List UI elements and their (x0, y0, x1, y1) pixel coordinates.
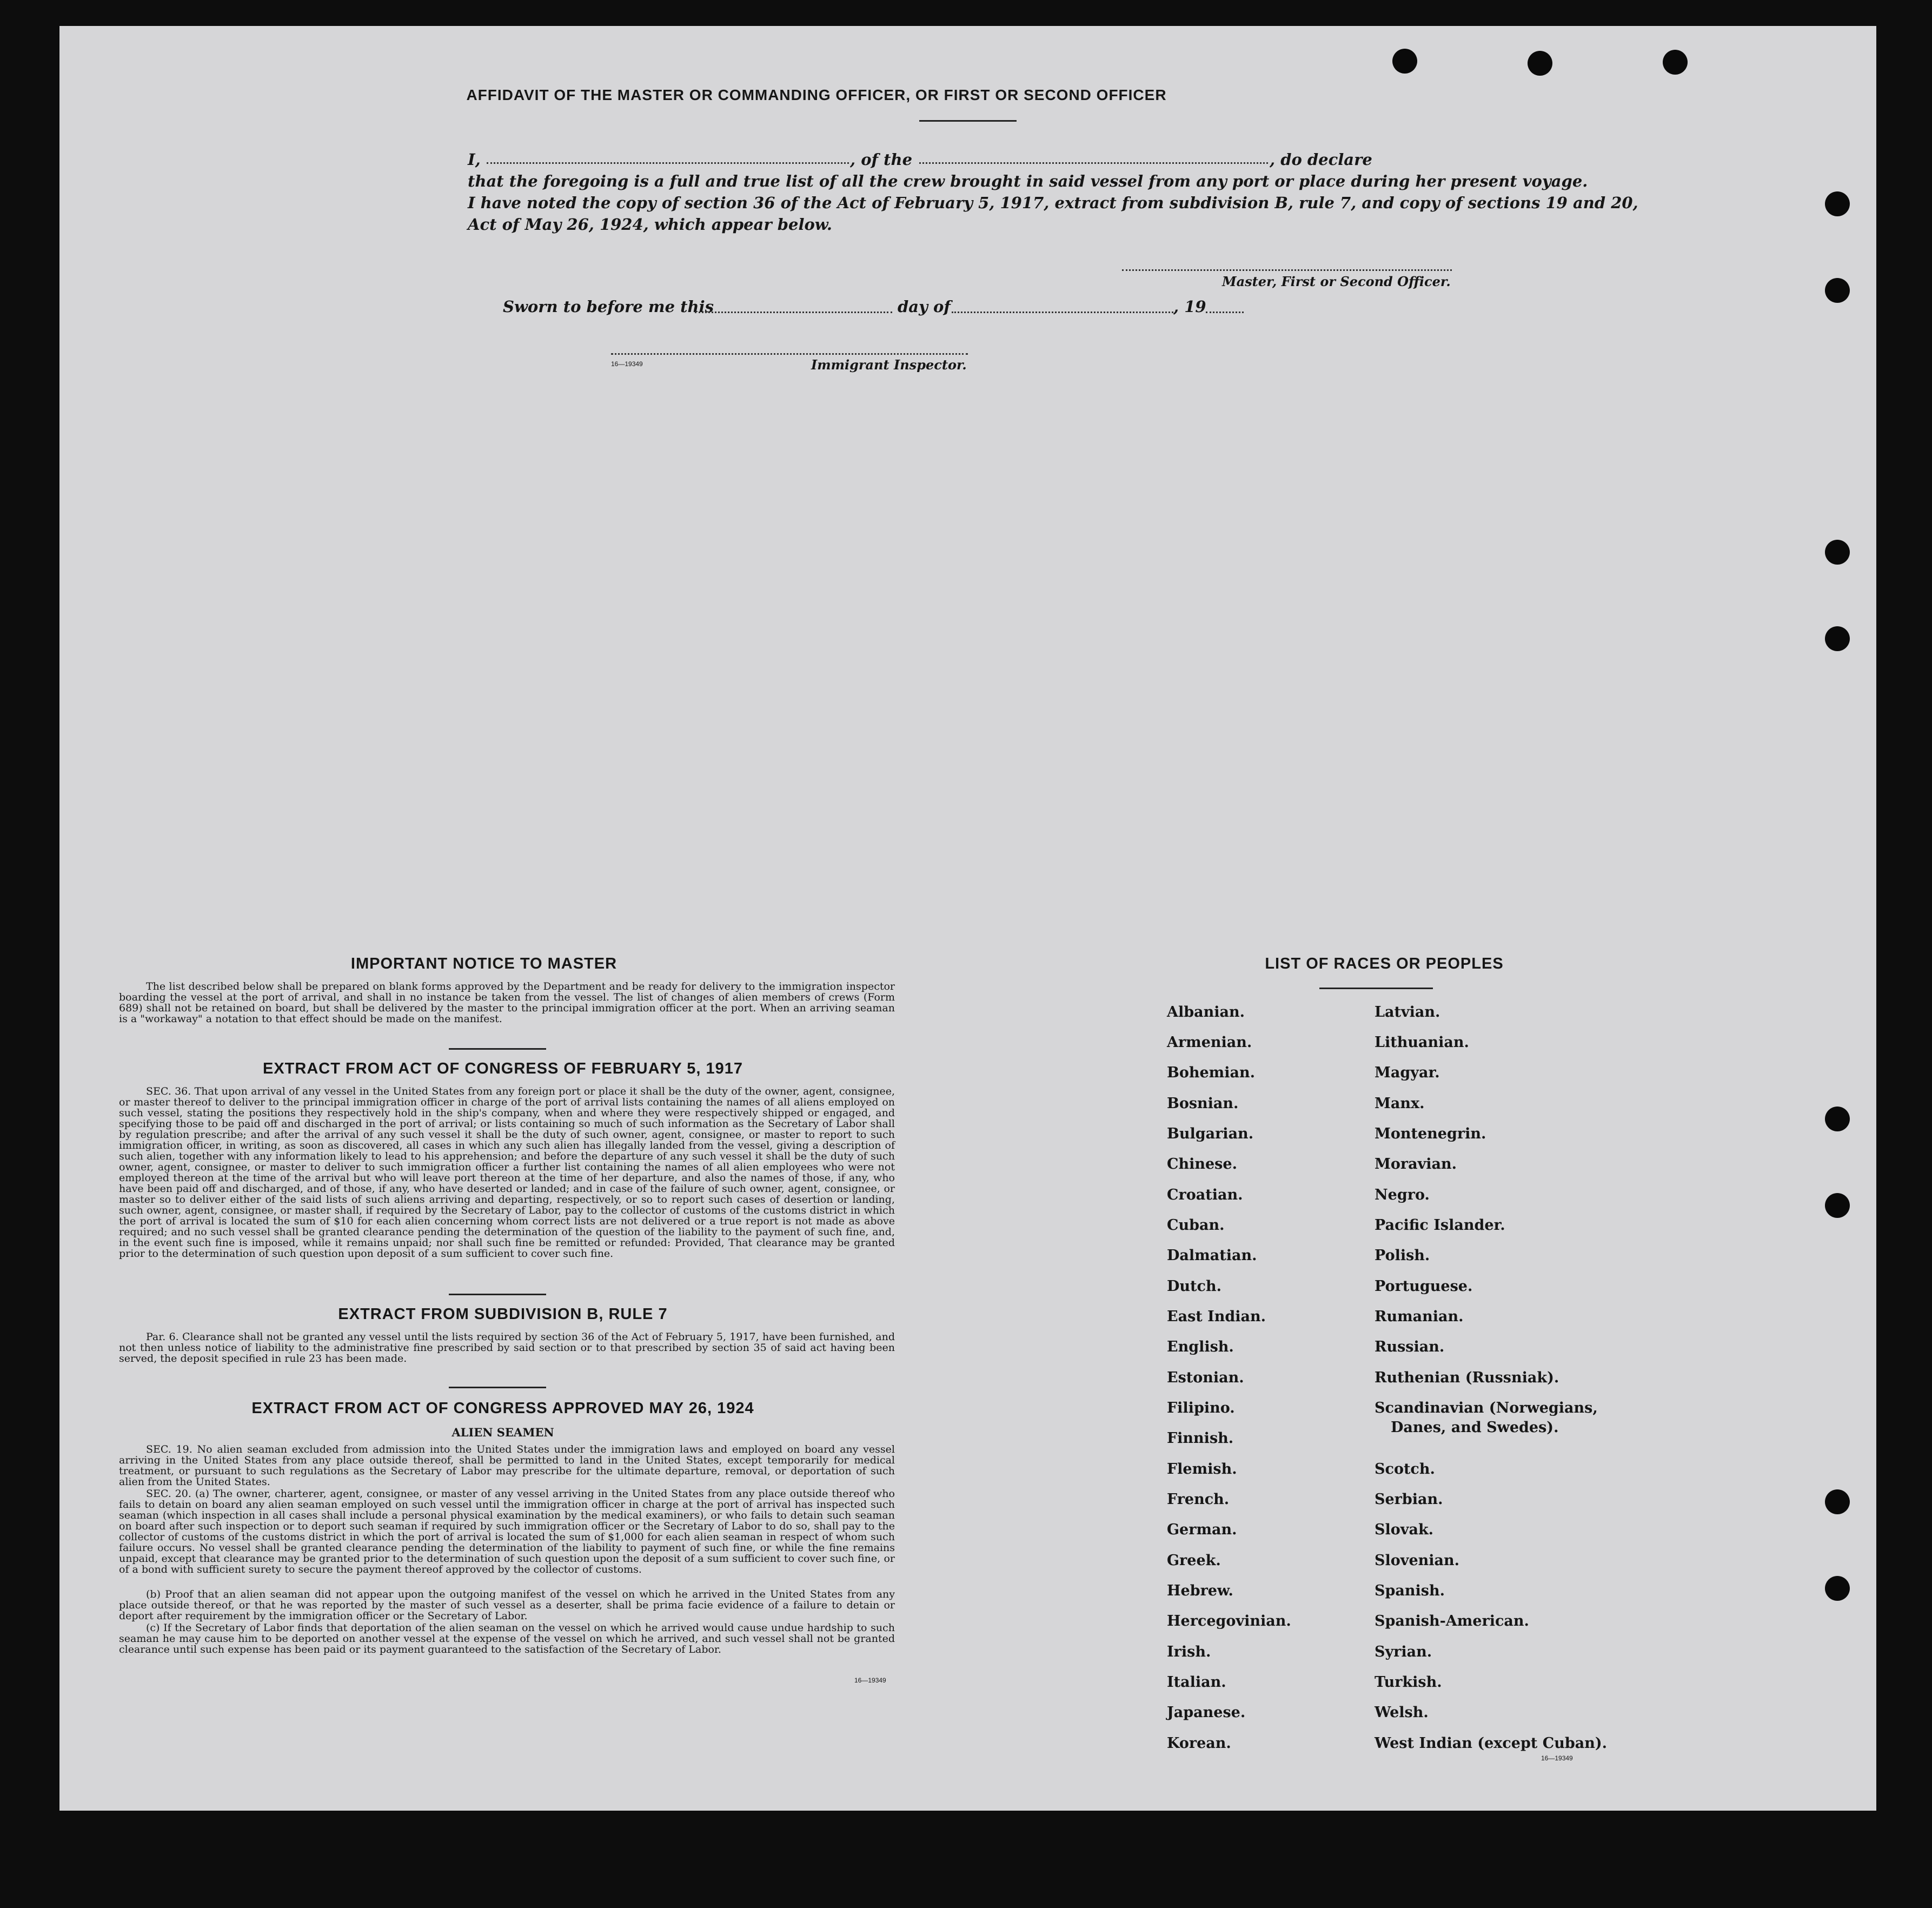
race-item: Montenegrin. (1375, 1125, 1486, 1142)
race-item: Finnish. (1167, 1430, 1234, 1447)
race-item: Dutch. (1167, 1278, 1221, 1295)
race-item: Spanish-American. (1375, 1613, 1529, 1629)
inspector-signature-line[interactable] (611, 353, 968, 355)
race-item: East Indian. (1167, 1308, 1266, 1325)
race-item: Irish. (1167, 1644, 1211, 1660)
master-signature-line[interactable] (1122, 269, 1452, 271)
race-item: Syrian. (1375, 1644, 1432, 1660)
year-label: , 19 (1173, 297, 1206, 316)
race-item: Hebrew. (1167, 1582, 1233, 1599)
race-item: Hercegovinian. (1167, 1613, 1291, 1629)
name-blank[interactable] (487, 162, 849, 164)
affidavit-line-2: that the foregoing is a full and true list of all the crew brought in said vessel from any port or place during her present voyage. (468, 172, 1588, 190)
race-item: Serbian. (1375, 1491, 1443, 1508)
notice-divider (449, 1048, 546, 1050)
day-of-label: day of (898, 297, 951, 316)
race-item: Slovak. (1375, 1521, 1434, 1538)
affidavit-do-declare: , do declare (1270, 150, 1372, 169)
sworn-day-blank[interactable] (695, 312, 892, 313)
race-item: Flemish. (1167, 1461, 1237, 1478)
race-item: Ruthenian (Russniak). (1375, 1369, 1559, 1386)
extract-1917-body: SEC. 36. That upon arrival of any vessel in the United States from any foreign port or place it shall be the duty of the owner, agent, consignee, or master thereof to deliver to the principal immigration officer in charge of the port of arrival lists containing the names of all aliens employed on such vessel, stating the positions they respectively hold in the ship's company, when and where they were respectively shipped or engaged, and specifying those to be paid off and discharged in the port of arrival; or lists containing so much of such information as the Secretary of Labor shall by regulation prescribe; and after the arrival of any such vessel it shall be the duty of such owner, agent, consignee, or master to report to such immigration officer, in writing, as soon as discovered, all cases in which any such alien has illegally landed from the vessel, giving a description of such alien, together with any information likely to lead to his apprehension; and before the departure of any such vessel it shall be the duty of such owner, agent, consignee, or master to deliver to such immigration officer a further list containing the names of all alien employees who were not employed thereon at the time of the arrival but who will leave port thereon at the time of her departure, and also the names of those, if any, who have been paid off and discharged, and of those, if any, who have deserted or landed; and in case of the failure of such owner, agent, consignee, or master so to deliver either of the said lists of such aliens arriving and departing, respectively, or so to report such cases of desertion or landing, such owner, agent, consignee, or master shall, if required by the Secretary of Labor, pay to the collector of customs of the customs district in which the port of arrival is located the sum of $10 for each alien concerning whom correct lists are not delivered or a true report is not made as above required; and no such vessel shall be granted clearance pending the determination of the question of the liability to the payment of such fine, and, in the event such fine is imposed, while it remains unpaid; nor shall such fine be remitted or refunded: Provided, That clearance may be granted prior to the determination of such question upon deposit of a sum sufficient to cover such fine. (119, 1085, 895, 1260)
race-item: Cuban. (1167, 1217, 1225, 1234)
race-item: Portuguese. (1375, 1278, 1473, 1295)
punch-hole (1825, 1193, 1850, 1218)
affidavit-i: I, (468, 150, 481, 169)
race-item: Magyar. (1375, 1064, 1440, 1081)
race-item: Welsh. (1375, 1704, 1429, 1721)
race-item: Korean. (1167, 1735, 1231, 1752)
race-item: Slovenian. (1375, 1552, 1460, 1569)
race-item: Filipino. (1167, 1400, 1235, 1416)
race-item: Bohemian. (1167, 1064, 1255, 1081)
race-item: Scandinavian (Norwegians, (1375, 1400, 1598, 1416)
race-item: Croatian. (1167, 1187, 1243, 1203)
race-item: Pacific Islander. (1375, 1217, 1505, 1234)
race-item: Russian. (1375, 1339, 1445, 1355)
form-number: 16—19349 (1541, 1754, 1573, 1762)
race-item: Bulgarian. (1167, 1125, 1254, 1142)
punch-hole (1825, 1576, 1850, 1601)
race-item: Japanese. (1167, 1704, 1246, 1721)
race-item: Moravian. (1375, 1156, 1457, 1172)
notice-title: IMPORTANT NOTICE TO MASTER (350, 955, 618, 972)
affidavit-title: AFFIDAVIT OF THE MASTER OR COMMANDING OFFICER, OR FIRST OR SECOND OFFICER (466, 87, 1167, 103)
race-item: Estonian. (1167, 1369, 1244, 1386)
race-item: Italian. (1167, 1674, 1226, 1691)
race-item: French. (1167, 1491, 1230, 1508)
punch-hole (1825, 626, 1850, 651)
race-item: Manx. (1375, 1095, 1425, 1112)
race-item: West Indian (except Cuban). (1375, 1735, 1608, 1752)
sec-20b-body: (b) Proof that an alien seaman did not appear upon the outgoing manifest of the vessel on which he arrived in the United States from any place outside thereof, or that he was reported by the master of such vessel as a deserter, shall be prima facie evidence of a failure to detain or deport after requirement by the immigration officer or the Secretary of Labor. (119, 1588, 895, 1622)
punch-hole (1825, 1107, 1850, 1131)
inspector-label: Immigrant Inspector. (811, 357, 967, 373)
sec-20c-body: (c) If the Secretary of Labor finds that deportation of the alien seaman on the vessel on which he arrived would cause undue hardship to such seaman he may cause him to be deported on another vessel at the expense of the vessel on which he arrived, and such vessel shall not be granted clearance until such expense has been paid or its payment guaranteed to the satisfaction of the Secretary of Labor. (119, 1622, 895, 1655)
race-item: English. (1167, 1339, 1234, 1355)
extract-1917-title: EXTRACT FROM ACT OF CONGRESS OF FEBRUARY 5, 1917 (262, 1060, 743, 1077)
rule7-divider (449, 1387, 546, 1388)
punch-hole (1528, 51, 1552, 76)
notice-body: The list described below shall be prepared on blank forms approved by the Department and be ready for delivery to the immigration inspector boarding the vessel at the port of arrival, and shall in no instance be taken from the vessel. The list of changes of alien members of crews (Form 689) shall not be retained on board, but shall be delivered by the master to the principal immigration officer at the port. When an arriving seaman is a "workaway" a notation to that effect should be made on the manifest. (119, 981, 895, 1025)
extract-1924-subtitle: ALIEN SEAMEN (452, 1426, 554, 1439)
race-item: Negro. (1375, 1187, 1430, 1203)
race-item: Armenian. (1167, 1034, 1252, 1051)
affidavit-of-the: , of the (850, 150, 913, 169)
race-item: German. (1167, 1521, 1237, 1538)
race-item: Albanian. (1167, 1004, 1245, 1021)
race-item: Turkish. (1375, 1674, 1442, 1691)
sworn-year-blank[interactable] (1206, 312, 1244, 313)
races-divider (1319, 988, 1433, 989)
extract-1924-title: EXTRACT FROM ACT OF CONGRESS APPROVED MAY 26, 1924 (251, 1400, 754, 1417)
sec-20a-body: SEC. 20. (a) The owner, charterer, agent, consignee, or master of any vessel arriving in the United States from any place outside thereof who fails to detain on board any alien seaman employed on such vessel until the immigration officer in charge at the port of arrival has inspected such seaman (which inspection in all cases shall include a personal physical examination by the medical examiners), or who fails to detain such seaman on board after such inspection or to deport such seaman if required by such immigration officer or the Secretary of Labor to do so, shall pay to the collector of customs of the customs district in which the port of arrival is located the sum of $1,000 for each alien seaman in respect of whom such failure occurs. No vessel shall be granted clearance pending the determination of the liability to payment of such fine, or while the fine remains unpaid, except that clearance may be granted prior to the determination of such question upon the deposit of a sum sufficient to cover such fine, or of a bond with sufficient surety to secure the payment thereof approved by the collector of customs. (119, 1488, 895, 1575)
race-item: Dalmatian. (1167, 1247, 1257, 1264)
extract-1917-divider (449, 1294, 546, 1295)
race-item: Polish. (1375, 1247, 1430, 1264)
race-item: Latvian. (1375, 1004, 1440, 1021)
rule7-title: EXTRACT FROM SUBDIVISION B, RULE 7 (338, 1306, 668, 1323)
punch-hole (1825, 278, 1850, 303)
race-item: Bosnian. (1167, 1095, 1239, 1112)
punch-hole (1825, 191, 1850, 216)
race-item: Chinese. (1167, 1156, 1237, 1172)
form-number: 16—19349 (611, 360, 643, 368)
form-number: 16—19349 (854, 1677, 886, 1684)
sworn-label: Sworn to before me this (503, 297, 714, 316)
rule7-body: Par. 6. Clearance shall not be granted any vessel until the lists required by section 36 of the Act of February 5, 1917, have been furnished, and not then unless notice of liability to the administrative fine prescribed by said section or to that prescribed by section 35 of said act having been served, the deposit specified in rule 23 has been made. (119, 1331, 895, 1364)
vessel-blank[interactable] (919, 162, 1268, 164)
punch-hole (1825, 540, 1850, 565)
title-divider (919, 120, 1017, 122)
sworn-month-blank[interactable] (952, 312, 1173, 313)
race-item: Rumanian. (1375, 1308, 1464, 1325)
sec-19-body: SEC. 19. No alien seaman excluded from admission into the United States under the immigration laws and employed on board any vessel arriving in the United States from any place outside thereof, shall be permitted to land in the United States, except temporarily for medical treatment, or pursuant to such regulations as the Secretary of Labor may prescribe for the ultimate departure, removal, or deportation of such alien from the United States. (119, 1443, 895, 1488)
race-item: Scotch. (1375, 1461, 1435, 1478)
race-item: Spanish. (1375, 1582, 1445, 1599)
punch-hole (1663, 50, 1688, 75)
punch-hole (1392, 49, 1417, 74)
race-item: Danes, and Swedes). (1391, 1419, 1559, 1436)
race-item: Lithuanian. (1375, 1034, 1469, 1051)
race-item: Greek. (1167, 1552, 1221, 1569)
races-title: LIST OF RACES OR PEOPLES (1265, 955, 1504, 972)
affidavit-line-4: Act of May 26, 1924, which appear below. (468, 215, 832, 234)
master-signature-label: Master, First or Second Officer. (1222, 274, 1451, 289)
affidavit-line-3: I have noted the copy of section 36 of the Act of February 5, 1917, extract from subdivision B, rule 7, and copy of sections 19 and 20, (468, 194, 1638, 212)
punch-hole (1825, 1489, 1850, 1514)
document-sheet (59, 26, 1876, 1811)
